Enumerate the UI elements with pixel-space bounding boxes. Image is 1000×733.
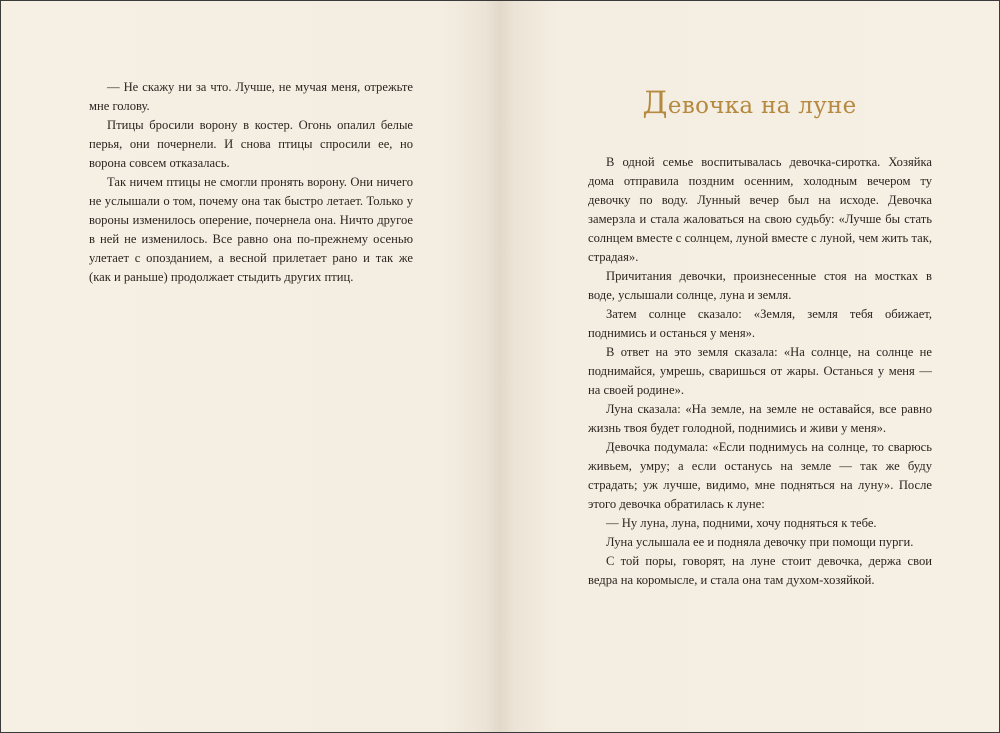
left-page-text (89, 78, 413, 287)
paragraph: Затем солнце сказало: «Земля, земля тебя обижает, поднимись и останься у меня». (588, 307, 932, 340)
paragraph: — Не скажу ни за что. Лучше, не мучая меня, отрежьте мне голову. (89, 80, 413, 113)
title-initial: Д (642, 85, 668, 121)
paragraph: Девочка подумала: «Если поднимусь на солнце, то сварюсь живьем, умру; а если останусь на земле — так же буду страдать; уж лучше, видимо, мне подняться на луну». После этого девочка обратилась к луне: (588, 440, 932, 511)
right-page (500, 1, 999, 732)
story-title (500, 85, 999, 121)
paragraph: Птицы бросили ворону в костер. Огонь опалил белые перья, они почернели. И снова птицы спросили ее, но ворона совсем отказалась. (89, 118, 413, 170)
paragraph: В одной семье воспитывалась девочка-сиротка. Хозяйка дома отправила поздним осенним, холодным вечером ту девочку по воду. Лунный вечер был на исходе. Девочка замерзла и стала жаловаться на свою судьбу: «Лучше бы стать солнцем вместе с солнцем, луной вместе с луной, чем жить так, страдая». (588, 155, 932, 264)
paragraph: Луна сказала: «На земле, на земле не оставайся, все равно жизнь твоя будет голодной, поднимись и живи у меня». (588, 402, 932, 435)
left-page (1, 1, 500, 732)
paragraph: В ответ на это земля сказала: «На солнце, на солнце не поднимайся, умрешь, сваришься от жары. Останься у меня — на своей родине». (588, 345, 932, 397)
title-rest: евочка на луне (667, 93, 857, 119)
paragraph: С той поры, говорят, на луне стоит девочка, держа свои ведра на коромысле, и стала она там духом-хозяйкой. (588, 554, 932, 587)
paragraph: — Ну луна, луна, подними, хочу подняться к тебе. (606, 516, 877, 530)
right-page-text (588, 153, 932, 590)
paragraph: Так ничем птицы не смогли пронять ворону. Они ничего не услышали о том, почему она так быстро летает. Только у вороны изменилось оперение, почернела она. Ничто другое в ней не изменилось. Все равно она по-прежнему осенью улетает с опозданием, а весной прилетает рано и так же (как и раньше) продолжает стыдить других птиц. (89, 175, 413, 284)
paragraph: Луна услышала ее и подняла девочку при помощи пурги. (606, 535, 914, 549)
paragraph: Причитания девочки, произнесенные стоя на мостках в воде, услышали солнце, луна и земля. (588, 269, 932, 302)
